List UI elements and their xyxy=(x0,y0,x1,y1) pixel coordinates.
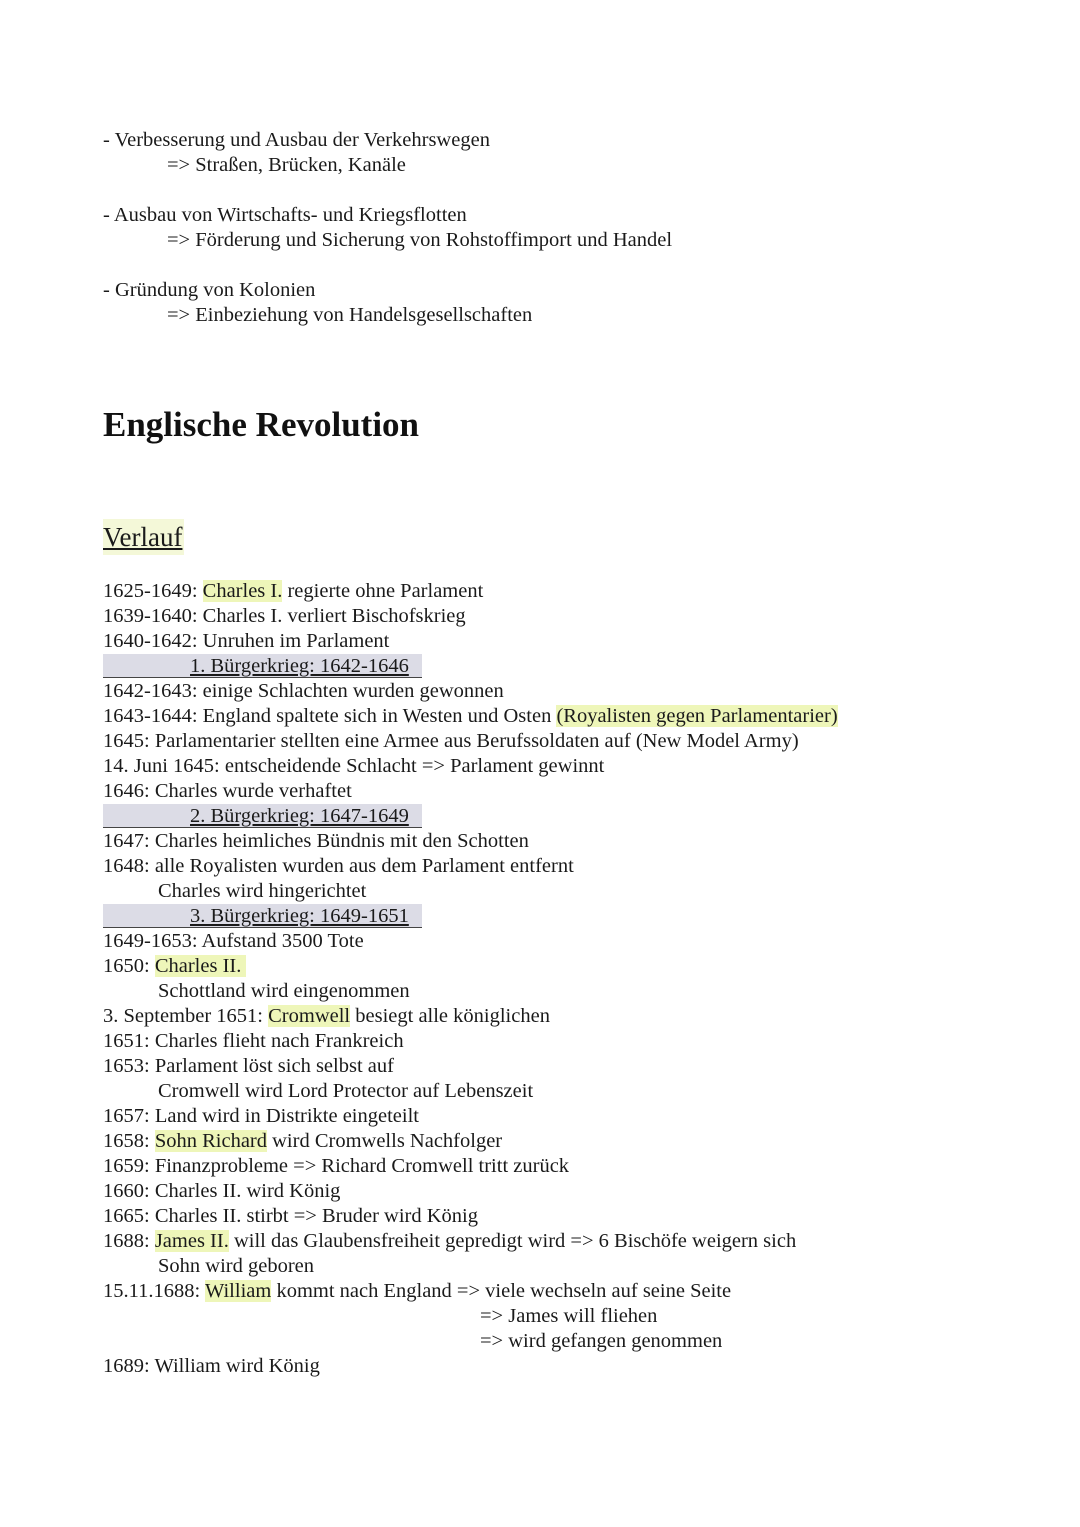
timeline-entry: 1649-1653: Aufstand 3500 Tote xyxy=(103,930,364,952)
timeline-entry: 1640-1642: Unruhen im Parlament xyxy=(103,630,390,652)
section-heading: Verlauf xyxy=(103,519,184,555)
timeline-continuation: Cromwell wird Lord Protector auf Lebenszeit xyxy=(158,1080,534,1102)
intro-subitem: => Einbeziehung von Handelsgesellschaften xyxy=(167,304,533,326)
timeline-entry: 1642-1643: einige Schlachten wurden gewonnen xyxy=(103,680,504,702)
timeline-entry: 3. September 1651: Cromwell besiegt alle königlichen xyxy=(103,1005,550,1027)
highlight: (Royalisten gegen Parlamentarier) xyxy=(556,705,838,727)
highlight: William xyxy=(204,1280,272,1302)
timeline-entry: 1689: William wird König xyxy=(103,1355,320,1377)
timeline-entry: 1658: Sohn Richard wird Cromwells Nachfolger xyxy=(103,1130,503,1152)
timeline-entry: 1688: James II. will das Glaubensfreiheit gepredigt wird => 6 Bischöfe weigern sich xyxy=(103,1230,797,1252)
intro-list xyxy=(103,128,1003,328)
war-heading: 2. Bürgerkrieg: 1647-1649 xyxy=(103,804,1003,829)
timeline-entry: 1646: Charles wurde verhaftet xyxy=(103,780,352,802)
timeline-entry: 1625-1649: Charles I. regierte ohne Parlament xyxy=(103,580,484,602)
intro-item: - Verbesserung und Ausbau der Verkehrswegen xyxy=(103,129,490,151)
intro-subitem: => Straßen, Brücken, Kanäle xyxy=(167,154,406,176)
timeline xyxy=(103,579,1003,1379)
timeline-entry: 1647: Charles heimliches Bündnis mit den Schotten xyxy=(103,830,529,852)
timeline-entry: 1665: Charles II. stirbt => Bruder wird König xyxy=(103,1205,478,1227)
timeline-entry: 14. Juni 1645: entscheidende Schlacht => Parlament gewinnt xyxy=(103,755,605,777)
timeline-continuation: Sohn wird geboren xyxy=(158,1255,315,1277)
intro-item: - Gründung von Kolonien xyxy=(103,279,316,301)
timeline-continuation: Schottland wird eingenommen xyxy=(158,980,410,1002)
highlight: Charles II. xyxy=(154,955,242,977)
timeline-entry: 1653: Parlament löst sich selbst auf xyxy=(103,1055,394,1077)
timeline-entry: 1639-1640: Charles I. verliert Bischofskrieg xyxy=(103,605,466,627)
timeline-entry: 1650: Charles II. xyxy=(103,954,1003,979)
timeline-entry: 1657: Land wird in Distrikte eingeteilt xyxy=(103,1105,419,1127)
highlight: Cromwell xyxy=(268,1005,351,1027)
timeline-entry: 1659: Finanzprobleme => Richard Cromwell tritt zurück xyxy=(103,1155,570,1177)
page-title: Englische Revolution xyxy=(103,405,420,444)
highlight: James II. xyxy=(154,1230,229,1252)
timeline-entry: 15.11.1688: William kommt nach England => viele wechseln auf seine Seite xyxy=(103,1280,732,1302)
timeline-entry: 1651: Charles flieht nach Frankreich xyxy=(103,1030,404,1052)
document-page xyxy=(103,128,1003,1377)
timeline-entry: 1660: Charles II. wird König xyxy=(103,1180,341,1202)
timeline-continuation: => James will fliehen xyxy=(480,1305,658,1327)
timeline-entry: 1643-1644: England spaltete sich in Westen und Osten (Royalisten gegen Parlamentarier) xyxy=(103,705,838,727)
timeline-continuation: => wird gefangen genommen xyxy=(480,1330,723,1352)
timeline-continuation: Charles wird hingerichtet xyxy=(158,880,367,902)
timeline-entry: 1645: Parlamentarier stellten eine Armee aus Berufssoldaten auf (New Model Army) xyxy=(103,730,799,752)
war-heading: 3. Bürgerkrieg: 1649-1651 xyxy=(103,904,1003,929)
war-heading: 1. Bürgerkrieg: 1642-1646 xyxy=(103,654,1003,679)
highlight: Charles I. xyxy=(202,580,283,602)
intro-item: - Ausbau von Wirtschafts- und Kriegsflotten xyxy=(103,204,467,226)
timeline-entry: 1648: alle Royalisten wurden aus dem Parlament entfernt xyxy=(103,855,574,877)
highlight: Sohn Richard xyxy=(154,1130,267,1152)
intro-subitem: => Förderung und Sicherung von Rohstoffimport und Handel xyxy=(167,229,673,251)
